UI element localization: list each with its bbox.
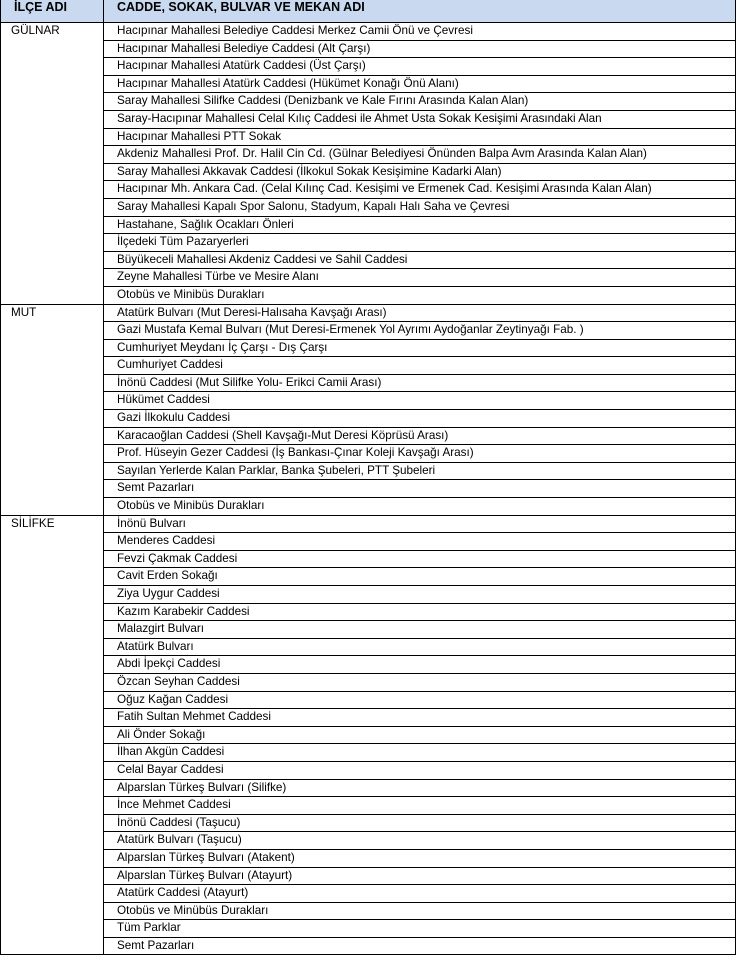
- place-cell: Hacıpınar Mahallesi Atatürk Caddesi (Üst Çarşı): [104, 58, 736, 76]
- table-row: [1, 726, 736, 744]
- place-cell: Otobüs ve Minibüs Durakları: [104, 286, 736, 304]
- place-cell: Hacıpınar Mahallesi PTT Sokak: [104, 128, 736, 146]
- place-cell: Fevzi Çakmak Caddesi: [104, 550, 736, 568]
- place-cell: Hükümet Caddesi: [104, 392, 736, 410]
- table-row: [1, 480, 736, 498]
- table-row: [1, 410, 736, 428]
- table-row: [1, 885, 736, 903]
- table-row: [1, 163, 736, 181]
- header-district: İLÇE ADI: [1, 0, 104, 23]
- district-cell: GÜLNAR: [1, 23, 104, 305]
- table-row: [1, 902, 736, 920]
- table-row: [1, 744, 736, 762]
- place-cell: Kazım Karabekir Caddesi: [104, 603, 736, 621]
- table-row: [1, 146, 736, 164]
- table-row: [1, 58, 736, 76]
- place-cell: Zeyne Mahallesi Türbe ve Mesire Alanı: [104, 269, 736, 287]
- place-cell: Celal Bayar Caddesi: [104, 761, 736, 779]
- table-row: [1, 269, 736, 287]
- table-row: [1, 586, 736, 604]
- table-row: [1, 797, 736, 815]
- place-cell: Semt Pazarları: [104, 937, 736, 955]
- table-row: [1, 128, 736, 146]
- table-row: [1, 673, 736, 691]
- table-row: [1, 568, 736, 586]
- district-cell: MUT: [1, 304, 104, 515]
- place-cell: Saray Mahallesi Akkavak Caddesi (İlkokul Sokak Kesişimine Kadarki Alan): [104, 163, 736, 181]
- place-cell: İnce Mehmet Caddesi: [104, 797, 736, 815]
- place-cell: Tüm Parklar: [104, 920, 736, 938]
- place-cell: Ali Önder Sokağı: [104, 726, 736, 744]
- place-cell: Sayılan Yerlerde Kalan Parklar, Banka Şubeleri, PTT Şubeleri: [104, 462, 736, 480]
- place-cell: Hastahane, Sağlık Ocakları Önleri: [104, 216, 736, 234]
- place-cell: Prof. Hüseyin Gezer Caddesi (İş Bankası-Çınar Koleji Kavşağı Arası): [104, 445, 736, 463]
- place-cell: Menderes Caddesi: [104, 533, 736, 551]
- place-cell: Atatürk Bulvarı (Taşucu): [104, 832, 736, 850]
- place-cell: Atatürk Caddesi (Atayurt): [104, 885, 736, 903]
- place-cell: Atatürk Bulvarı: [104, 638, 736, 656]
- table-row: [1, 234, 736, 252]
- place-cell: Malazgirt Bulvarı: [104, 621, 736, 639]
- table-row: [1, 392, 736, 410]
- table-row: [1, 603, 736, 621]
- table-row: [1, 920, 736, 938]
- place-cell: Saray-Hacıpınar Mahallesi Celal Kılıç Caddesi ile Ahmet Usta Sokak Kesişimi Arasındaki Alan: [104, 110, 736, 128]
- table-row: [1, 779, 736, 797]
- place-cell: Cavit Erden Sokağı: [104, 568, 736, 586]
- place-cell: Alparslan Türkeş Bulvarı (Silifke): [104, 779, 736, 797]
- table-row: [1, 867, 736, 885]
- district-cell: SİLİFKE: [1, 515, 104, 955]
- table-row: [1, 374, 736, 392]
- place-cell: İlçedeki Tüm Pazaryerleri: [104, 234, 736, 252]
- place-cell: Büyükeceli Mahallesi Akdeniz Caddesi ve Sahil Caddesi: [104, 251, 736, 269]
- table-row: [1, 832, 736, 850]
- table-row: [1, 93, 736, 111]
- table-row: [1, 181, 736, 199]
- table-row: [1, 110, 736, 128]
- table-row: [1, 621, 736, 639]
- place-cell: Fatih Sultan Mehmet Caddesi: [104, 709, 736, 727]
- place-cell: Gazi Mustafa Kemal Bulvarı (Mut Deresi-Ermenek Yol Ayrımı Aydoğanlar Zeytinyağı Fab. ): [104, 322, 736, 340]
- table-row: [1, 286, 736, 304]
- place-cell: Abdi İpekçi Caddesi: [104, 656, 736, 674]
- place-cell: Saray Mahallesi Silifke Caddesi (Denizbank ve Kale Fırını Arasında Kalan Alan): [104, 93, 736, 111]
- table-row: [1, 761, 736, 779]
- table-row: [1, 498, 736, 516]
- place-cell: Karacaoğlan Caddesi (Shell Kavşağı-Mut Deresi Köprüsü Arası): [104, 427, 736, 445]
- table-row: [1, 638, 736, 656]
- table-body: [1, 23, 736, 955]
- place-cell: Alparslan Türkeş Bulvarı (Atakent): [104, 849, 736, 867]
- table-row: [1, 251, 736, 269]
- header-place: CADDE, SOKAK, BULVAR VE MEKAN ADI: [104, 0, 736, 23]
- place-cell: Otobüs ve Minübüs Durakları: [104, 902, 736, 920]
- table-row: [1, 427, 736, 445]
- table-row: [1, 40, 736, 58]
- place-cell: Alparslan Türkeş Bulvarı (Atayurt): [104, 867, 736, 885]
- place-cell: Özcan Seyhan Caddesi: [104, 673, 736, 691]
- table-row: [1, 198, 736, 216]
- table-row: [1, 849, 736, 867]
- table-row: [1, 656, 736, 674]
- table-row: [1, 937, 736, 955]
- place-cell: Akdeniz Mahallesi Prof. Dr. Halil Cin Cd. (Gülnar Belediyesi Önünden Balpa Avm Arasında Kalan Alan): [104, 146, 736, 164]
- place-cell: Hacıpınar Mahallesi Belediye Caddesi Merkez Camii Önü ve Çevresi: [104, 23, 736, 41]
- table-row: [1, 445, 736, 463]
- place-cell: Atatürk Bulvarı (Mut Deresi-Halısaha Kavşağı Arası): [104, 304, 736, 322]
- table-row: [1, 304, 736, 322]
- table-row: [1, 691, 736, 709]
- place-cell: İnönü Caddesi (Taşucu): [104, 814, 736, 832]
- place-cell: Otobüs ve Minibüs Durakları: [104, 498, 736, 516]
- place-cell: Cumhuriyet Meydanı İç Çarşı - Dış Çarşı: [104, 339, 736, 357]
- table-row: [1, 814, 736, 832]
- place-cell: İnönü Caddesi (Mut Silifke Yolu- Erikci Camii Arası): [104, 374, 736, 392]
- table-row: [1, 322, 736, 340]
- place-cell: Hacıpınar Mahallesi Atatürk Caddesi (Hükümet Konağı Önü Alanı): [104, 75, 736, 93]
- table-row: [1, 709, 736, 727]
- place-cell: Hacıpınar Mahallesi Belediye Caddesi (Alt Çarşı): [104, 40, 736, 58]
- table-row: [1, 75, 736, 93]
- header-row: [1, 0, 736, 23]
- table-row: [1, 339, 736, 357]
- table-row: [1, 357, 736, 375]
- place-cell: İlhan Akgün Caddesi: [104, 744, 736, 762]
- place-cell: Saray Mahallesi Kapalı Spor Salonu, Stadyum, Kapalı Halı Saha ve Çevresi: [104, 198, 736, 216]
- table-row: [1, 533, 736, 551]
- place-cell: Gazi İlkokulu Caddesi: [104, 410, 736, 428]
- table-row: [1, 550, 736, 568]
- place-cell: Cumhuriyet Caddesi: [104, 357, 736, 375]
- table-row: [1, 216, 736, 234]
- place-cell: Hacıpınar Mh. Ankara Cad. (Celal Kılınç Cad. Kesişimi ve Ermenek Cad. Kesişimi Arasında Kalan Alan): [104, 181, 736, 199]
- place-cell: Oğuz Kağan Caddesi: [104, 691, 736, 709]
- place-cell: Semt Pazarları: [104, 480, 736, 498]
- table-row: [1, 23, 736, 41]
- place-cell: İnönü Bulvarı: [104, 515, 736, 533]
- table-row: [1, 462, 736, 480]
- place-cell: Ziya Uygur Caddesi: [104, 586, 736, 604]
- table-row: [1, 515, 736, 533]
